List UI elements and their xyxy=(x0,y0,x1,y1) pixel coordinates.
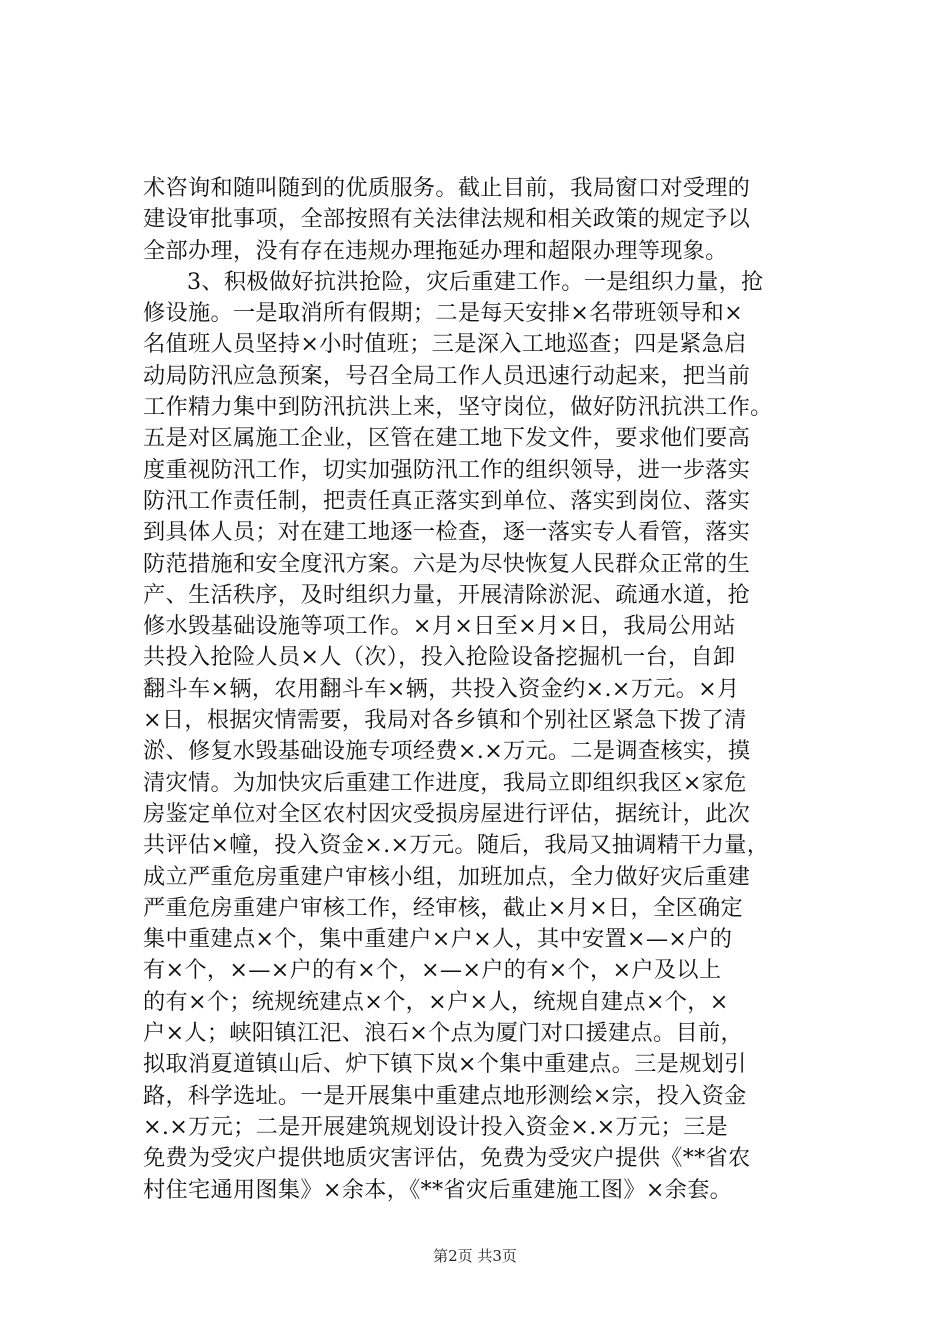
text-line-1: 术咨询和随叫随到的优质服务。截止目前，我局窗口对受理的 xyxy=(143,175,751,201)
text-line-25: 集中重建点×个，集中重建户×户×人，其中安置×—×户的 xyxy=(143,926,733,953)
text-line-30: 路，科学选址。一是开展集中重建点地形测绘×宗，投入资金 xyxy=(143,1082,747,1109)
text-line-23: 成立严重危房重建户审核小组，加班加点，全力做好灾后重建 xyxy=(143,863,751,890)
text-line-22: 共评估×幢，投入资金×.×万元。随后，我局又抽调精干力量， xyxy=(143,832,770,859)
text-line-5: 修设施。一是取消所有假期；二是每天安排×名带班领导和× xyxy=(143,300,743,327)
text-line-14: 产、生活秩序，及时组织力量，开展清除淤泥、疏通水道，抢 xyxy=(143,581,751,608)
text-line-6: 名值班人员坚持×小时值班；三是深入工地巡查；四是紧急启 xyxy=(143,331,747,358)
text-line-18: ×日，根据灾情需要，我局对各乡镇和个别社区紧急下拨了清 xyxy=(143,707,747,734)
text-line-20: 清灾情。为加快灾后重建工作进度，我局立即组织我区×家危 xyxy=(143,769,747,796)
text-line-15: 修水毁基础设施等项工作。×月×日至×月×日，我局公用站 xyxy=(143,613,736,640)
page-footer xyxy=(0,1245,950,1266)
text-line-4: 3、积极做好抗洪抢险，灾后重建工作。一是组织力量，抢 xyxy=(187,268,764,295)
text-line-27: 的有×个；统规统建点×个，×户×人，统规自建点×个，× xyxy=(143,988,729,1015)
text-line-12: 到具体人员；对在建工地逐一检查，逐一落实专人看管，落实 xyxy=(143,519,751,546)
text-line-19: 淤、修复水毁基础设施专项经费×.×万元。二是调查核实，摸 xyxy=(143,738,751,765)
text-line-7: 动局防汛应急预案，号召全局工作人员迅速行动起来，把当前 xyxy=(143,362,751,389)
text-line-2: 建设审批事项，全部按照有关法律法规和相关政策的规定予以 xyxy=(143,206,751,233)
text-line-3: 全部办理，没有存在违规办理拖延办理和超限办理等现象。 xyxy=(143,237,728,264)
text-line-24: 严重危房重建户审核工作，经审核，截止×月×日，全区确定 xyxy=(143,894,743,921)
text-line-9: 五是对区属施工企业，区管在建工地下发文件，要求他们要高 xyxy=(143,425,751,452)
document-body xyxy=(143,173,843,1206)
text-line-16: 共投入抢险人员×人（次），投入抢险设备挖掘机一台，自卸 xyxy=(143,644,736,671)
text-line-11: 防汛工作责任制，把责任真正落实到单位、落实到岗位、落实 xyxy=(143,487,751,514)
text-line-17: 翻斗车×辆，农用翻斗车×辆，共投入资金约×.×万元。×月 xyxy=(143,675,740,702)
text-line-33: 村住宅通用图集》×余本，《**省灾后重建施工图》×余套。 xyxy=(143,1176,733,1203)
text-line-29: 拟取消夏道镇山后、炉下镇下岚×个集中重建点。三是规划引 xyxy=(143,1051,747,1078)
text-line-13: 防范措施和安全度汛方案。六是为尽快恢复人民群众正常的生 xyxy=(143,550,751,577)
text-line-28: 户×人；峡阳镇江汜、浪石×个点为厦门对口援建点。目前， xyxy=(143,1020,743,1047)
text-line-26: 有×个，×—×户的有×个，×—×户的有×个，×户及以上 xyxy=(143,957,722,984)
page-number-indicator: 第2页 共3页 xyxy=(433,1247,517,1265)
text-line-31: ×.×万元；二是开展建筑规划设计投入资金×.×万元；三是 xyxy=(143,1113,728,1140)
text-line-21: 房鉴定单位对全区农村因灾受损房屋进行评估，据统计，此次 xyxy=(143,800,751,827)
text-line-8: 工作精力集中到防汛抗洪上来，坚守岗位，做好防汛抗洪工作。 xyxy=(143,394,773,421)
text-line-10: 度重视防汛工作，切实加强防汛工作的组织领导，进一步落实 xyxy=(143,456,751,483)
text-line-32: 免费为受灾户提供地质灾害评估，免费为受灾户提供《**省农 xyxy=(143,1145,751,1172)
